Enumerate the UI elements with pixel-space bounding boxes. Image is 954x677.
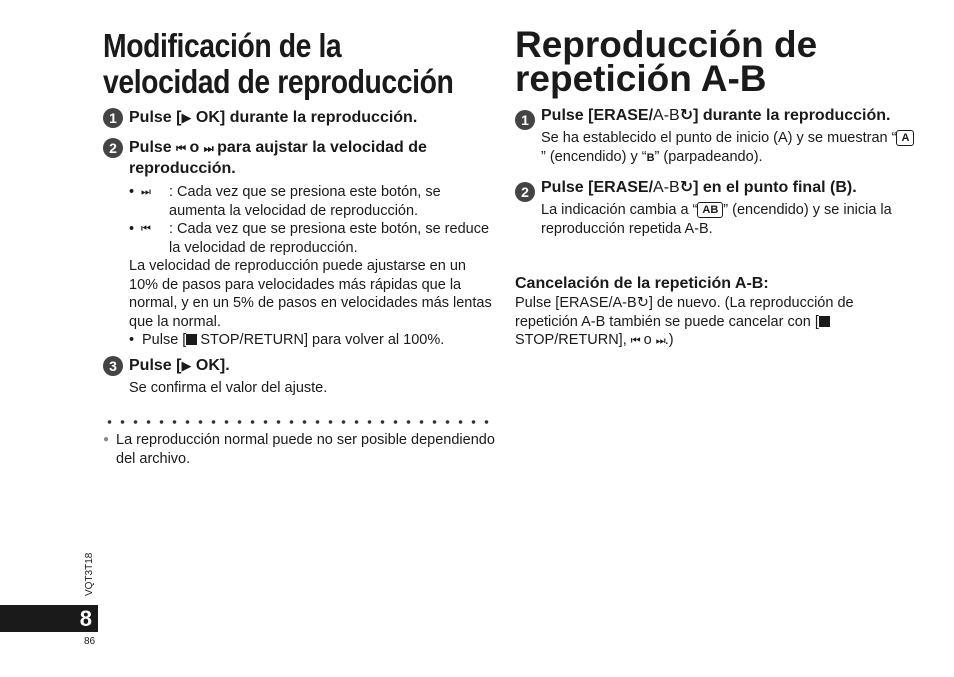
b-indicator-icon: B [646,151,655,164]
repeat-icon: ↻ [636,295,649,311]
bullet-forward: • ⏭ : Cada vez que se presiona este botón, se aumenta la velocidad de reproducción. [129,184,441,219]
bullet-dot: • [129,184,135,200]
page-number-small: 86 [84,636,96,647]
step-number: 2 [515,182,535,202]
step-2-details [129,183,495,350]
title-line: velocidad de reproducción [103,63,454,100]
note-item: ● La reproducción normal puede no ser posible dependiendo del archivo. [103,432,495,467]
cancel-body: Pulse [ERASE/A-B↻] de nuevo. (La reproducción de repetición A-B también se puede cancelar con [STOP/RETURN], ⏮ o ⏭.) [515,295,854,348]
step-heading: Pulse [ERASE/A-B↻] durante la reproducción. [541,107,891,124]
forward-icon: ⏭ [655,335,665,347]
forward-icon: ⏭ [141,186,150,198]
repeat-icon: ↻ [679,107,694,124]
rewind-icon: ⏮ [630,335,640,347]
title-line: Reproducción de [515,24,818,65]
play-icon: ▶ [181,357,192,373]
note-bullet-icon: ● [103,434,110,445]
page-number-tab [0,605,98,632]
step-heading: Pulse [▶ OK] durante la reproducción. [129,109,418,126]
step-body: Se confirma el valor del ajuste. [129,379,328,396]
cancel-section [515,274,915,351]
step-number: 1 [515,110,535,130]
repeat-icon: ↻ [679,179,694,196]
ab-label: A-B [612,295,637,311]
section-title-repeat [515,24,915,99]
step-1 [103,108,495,128]
step-number: 2 [103,138,123,158]
ab-indicator-icon: AB [697,202,723,218]
step-body: La indicación cambia a “ AB ” (encendido) y se inicia la reproducción repetida A-B. [541,202,892,237]
section-title-speed [103,28,499,100]
ab-label: A-B [653,107,680,124]
model-code: VQT3T18 [84,552,95,596]
right-column [515,24,915,351]
step-body: Se ha establecido el punto de inicio (A) y se muestran “ A” (encendido) y “B” (parpadeando). [541,129,915,167]
left-column [103,28,495,397]
bullet-dot: • [129,332,135,348]
step-heading: Pulse [ERASE/A-B↻] en el punto final (B). [541,179,857,196]
step-3 [103,356,495,398]
note [103,431,495,468]
rewind-icon: ⏮ [141,223,150,235]
play-icon: ▶ [181,110,192,125]
bullet-rewind: • ⏮ : Cada vez que se presiona este botón, se reduce la velocidad de reproducción. [129,221,490,256]
step-heading: Pulse [▶ OK]. [129,356,230,374]
step-number: 3 [103,356,123,376]
title-line: Modificación de la [103,27,342,64]
dotted-separator [103,418,495,426]
step-2 [103,138,495,350]
ab-label: A-B [653,179,680,196]
rewind-icon: ⏮ [176,143,186,155]
step-heading: Pulse ⏮ o ⏭ para aujstar la velocidad de reproducción. [129,139,427,177]
a-indicator-icon: A [896,130,914,146]
forward-icon: ⏭ [203,143,213,155]
step-2 [515,178,915,238]
step-number: 1 [103,108,123,128]
bullet-stop: • Pulse [ STOP/RETURN] para volver al 100%. [129,332,445,348]
bullet-dot: • [129,221,135,237]
stop-icon [186,334,197,345]
stop-icon [819,316,830,327]
page-number: 8 [79,606,92,631]
step-1 [515,106,915,167]
speed-paragraph: La velocidad de reproducción puede ajustarse en un 10% de pasos para velocidades más rápidas que la normal, y en un 5% de pasos en velocidades más lentas que la normal. [129,258,492,330]
cancel-heading: Cancelación de la repetición A-B: [515,275,769,292]
title-line: repetición A-B [515,58,767,99]
